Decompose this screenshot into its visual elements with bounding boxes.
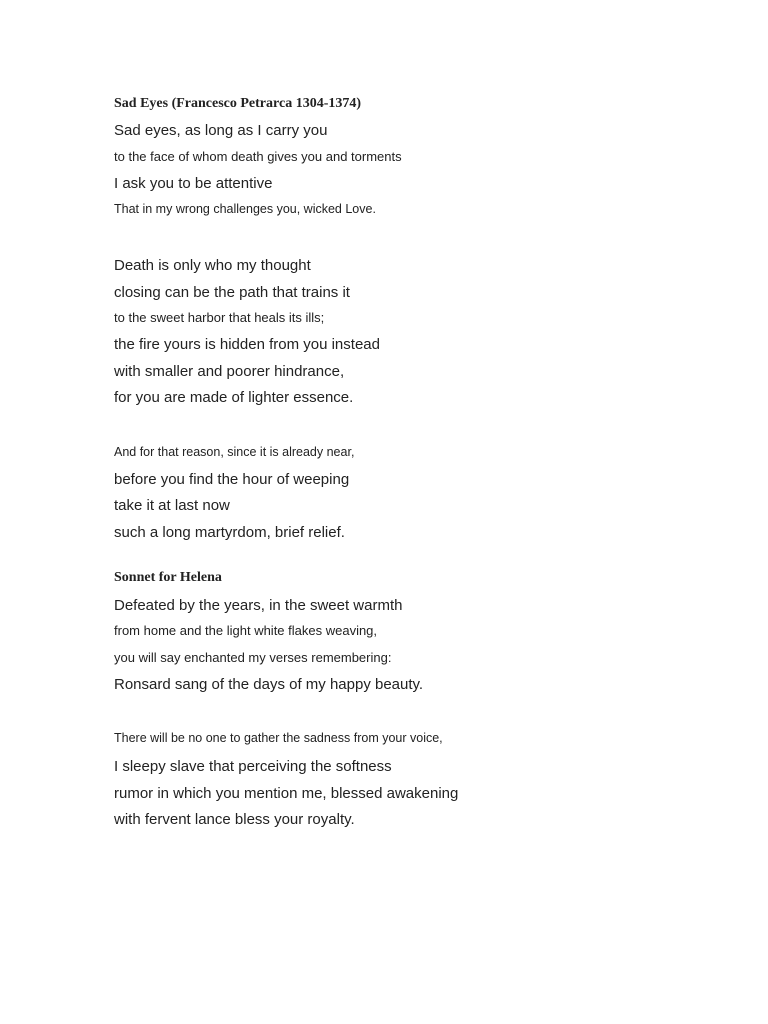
verse-line: Sad eyes, as long as I carry you <box>114 122 328 139</box>
verse-line: from home and the light white flakes weaving, <box>114 623 378 638</box>
verse-line: you will say enchanted my verses remembering: <box>114 650 392 665</box>
verse-line: There will be no one to gather the sadness from your voice, <box>114 731 443 745</box>
document-page <box>114 0 734 1024</box>
verse-line: such a long martyrdom, brief relief. <box>114 524 345 541</box>
verse-line: Defeated by the years, in the sweet warmth <box>114 597 403 614</box>
verse-line: take it at last now <box>114 497 230 514</box>
verse-line: closing can be the path that trains it <box>114 284 350 301</box>
verse-line: I sleepy slave that perceiving the softness <box>114 758 392 775</box>
poem-title: Sad Eyes (Francesco Petrarca 1304-1374) <box>114 96 362 111</box>
verse-line: with fervent lance bless your royalty. <box>114 811 355 828</box>
verse-line: And for that reason, since it is already near, <box>114 445 355 459</box>
verse-line: before you find the hour of weeping <box>114 471 350 488</box>
verse-line: to the face of whom death gives you and torments <box>114 149 402 164</box>
verse-line: That in my wrong challenges you, wicked Love. <box>114 202 376 216</box>
verse-line: the fire yours is hidden from you instead <box>114 336 380 353</box>
verse-line: I ask you to be attentive <box>114 175 273 192</box>
verse-line: to the sweet harbor that heals its ills; <box>114 310 325 325</box>
verse-line: for you are made of lighter essence. <box>114 389 354 406</box>
verse-line: with smaller and poorer hindrance, <box>114 363 345 380</box>
poem-title: Sonnet for Helena <box>114 570 222 585</box>
verse-line: rumor in which you mention me, blessed awakening <box>114 785 459 802</box>
verse-line: Ronsard sang of the days of my happy beauty. <box>114 676 424 693</box>
verse-line: Death is only who my thought <box>114 257 311 274</box>
